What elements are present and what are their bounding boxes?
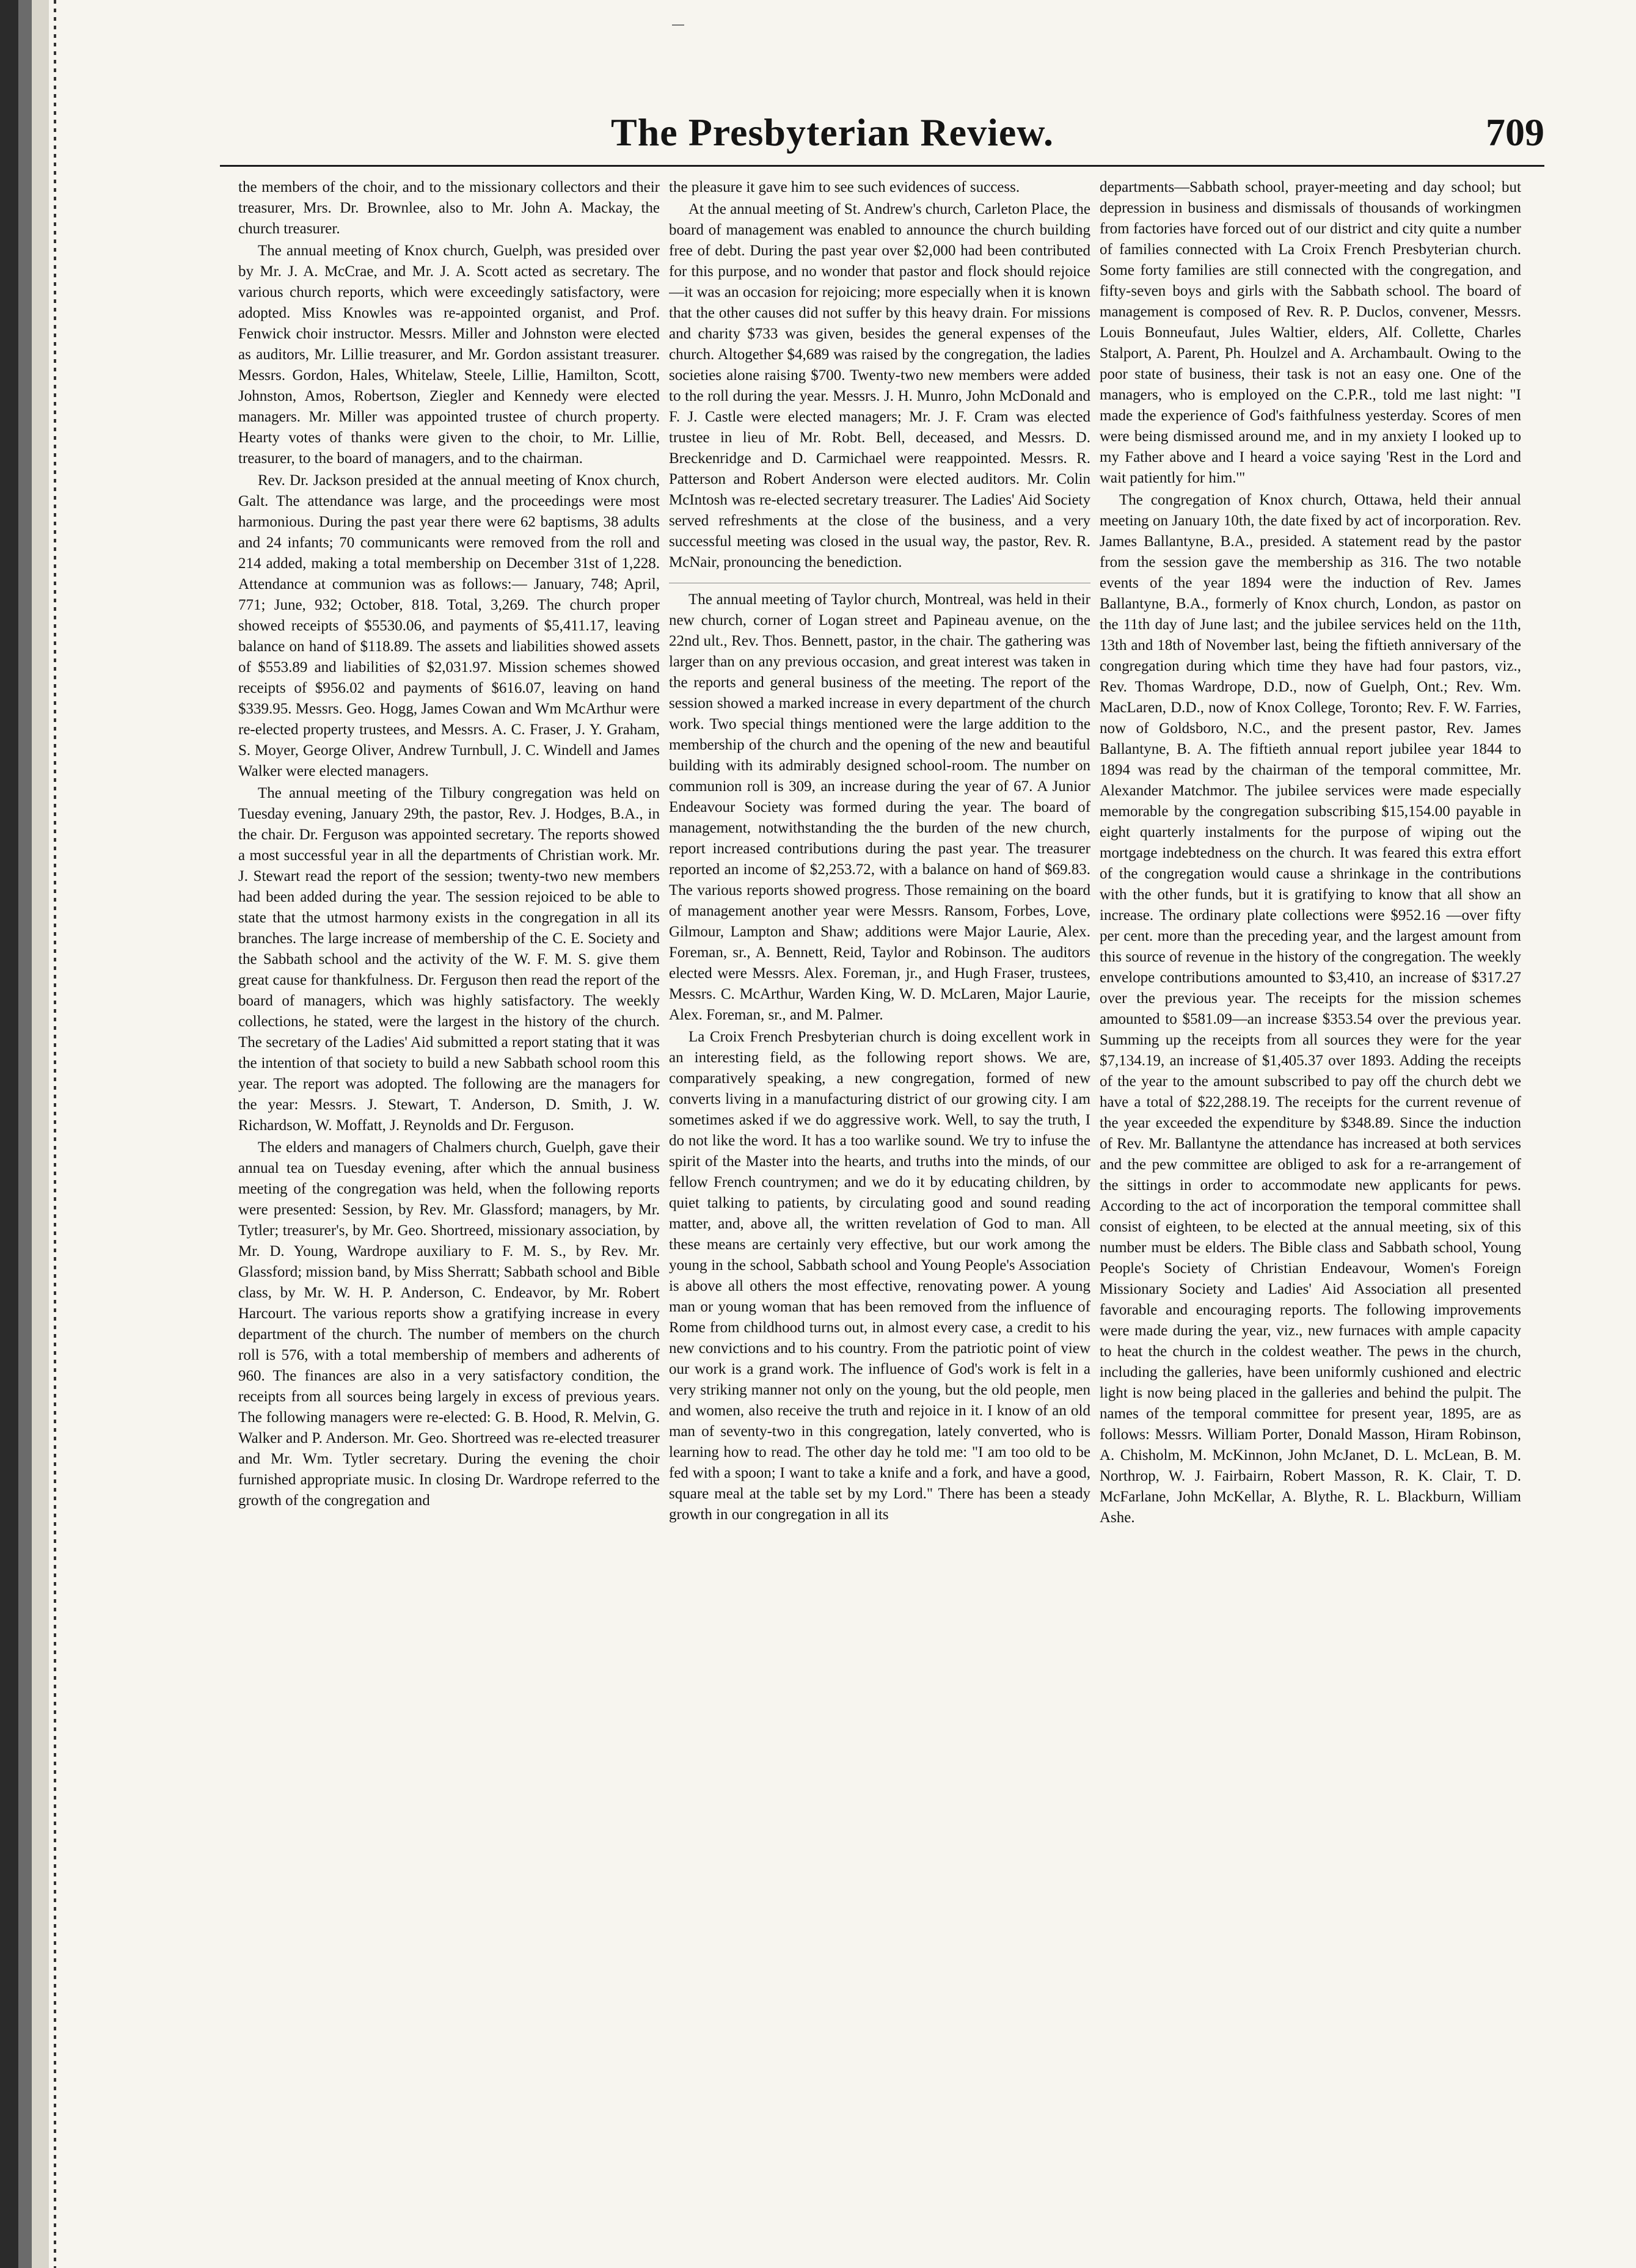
paragraph: the pleasure it gave him to see such evidences of success.	[669, 179, 1020, 195]
paragraph: The elders and managers of Chalmers church, Guelph, gave their annual tea on Tuesday evening, after which the annual business meeting of the congregation was held, when the following reports were presented: Session, by Rev. Mr. Glassford; managers, by Mr. Tytler; treasurer's, by Mr. Geo. Shortreed, missionary association, by Mr. D. Young, Wardrope auxiliary to F. M. S., by Rev. Mr. Glassford; mission band, by Miss Sherratt; Sabbath school and Bible class, by Mr. W. H. P. Anderson, C. Endeavor, by Mr. Robert Harcourt. The various reports show a gratifying increase in every department of the church. The number of members on the church roll is 576, with a total membership of members and adherents of 960. The finances are also in a very satisfactory condition, the receipts from all sources being largely in excess of previous years. The following managers were re-elected: G. B. Hood, R. Melvin, G. Walker and P. Anderson. Mr. Geo. Shortreed was re-elected treasurer and Mr. Wm. Tytler secretary. During the evening the choir furnished appropriate music. In closing Dr. Wardrope referred to the growth of the congregation and	[238, 1139, 660, 1509]
paragraph: The annual meeting of Knox church, Guelph, was presided over by Mr. J. A. McCrae, and Mr. J. A. Scott acted as secretary. The various church reports, which were exceedingly satisfactory, were adopted. Miss Knowles was re-appointed organist, and Prof. Fenwick choir instructor. Messrs. Miller and Johnston were elected as auditors, Mr. Lillie treasurer, and Mr. Gordon assistant treasurer. Messrs. Gordon, Hales, Whitelaw, Steele, Lillie, Hamilton, Scott, Johnston, Amos, Robertson, Ziegler and Kennedy were elected managers. Mr. Miller was appointed trustee of church property. Hearty votes of thanks were given to the choir, to Mr. Lillie, treasurer, to the board of managers, and to the chairman.	[238, 242, 660, 467]
section-divider	[669, 578, 1090, 583]
book-binding-edge	[0, 0, 73, 2268]
paragraph: Rev. Dr. Jackson presided at the annual meeting of Knox church, Galt. The attendance was large, and the proceedings were most harmonious. During the past year there were 62 baptisms, 38 adults and 24 infants; 70 communicants were removed from the roll and 214 added, making a total membership on December 31st of 1,228. Attendance at communion was as follows:— January, 748; April, 771; June, 932; October, 818. Total, 3,269. The church proper showed receipts of $5530.06, and payments of $5,411.17, leaving balance on hand of $118.89. The assets and liabilities showed assets of $553.89 and liabilities of $2,031.97. Mission schemes showed receipts of $956.02 and payments of $616.07, leaving on hand $339.95. Messrs. Geo. Hogg, James Cowan and Wm McArthur were re-elected property trustees, and Messrs. A. C. Fraser, J. Y. Graham, S. Moyer, George Oliver, Andrew Turnbull, J. C. Windell and James Walker were elected managers.	[238, 472, 660, 779]
column-2	[669, 177, 1090, 2242]
page-number: 709	[1486, 111, 1544, 154]
paragraph: The annual meeting of the Tilbury congregation was held on Tuesday evening, January 29th, the pastor, Rev. J. Hodges, B.A., in the chair. Dr. Ferguson was appointed secretary. The reports showed a most successful year in all the departments of Christian work. Mr. J. Stewart read the report of the session; twenty-two new members had been added during the year. The session rejoiced to be able to state that the utmost harmony exists in the congregation in all its branches. The large increase of membership of the C. E. Society and the Sabbath school and the activity of the W. F. M. S. give them great cause for thankfulness. Dr. Ferguson then read the report of the board of managers, which was highly satisfactory. The weekly collections, he stated, were the largest in the history of the church. The secretary of the Ladies' Aid submitted a report stating that it was the intention of that society to build a new Sabbath school room this year. The report was adopted. The following are the managers for the year: Messrs. J. Stewart, T. Anderson, D. Smith, J. W. Richardson, W. Moffatt, J. Reynolds and Dr. Ferguson.	[238, 785, 660, 1134]
print-mark	[672, 24, 684, 32]
column-3	[1100, 177, 1521, 2242]
paragraph: The congregation of Knox church, Ottawa, held their annual meeting on January 10th, the date fixed by act of incorporation. Rev. James Ballantyne, B.A., presided. A statement read by the pastor from the session gave the membership as 316. The two notable events of the year 1894 were the induction of Rev. James Ballantyne, B.A., formerly of Knox church, London, as pastor on the 11th day of June last; and the jubilee services held on the 11th, 13th and 18th of November last, being the fiftieth anniversary of the congregation during which time they have had four pastors, viz., Rev. Thomas Wardrope, D.D., now of Guelph, Ont.; Rev. Wm. MacLaren, D.D., now of Knox College, Toronto; Rev. F. W. Farries, now of Goldsboro, N.C., and the present pastor, Rev. James Ballantyne, B. A. The fiftieth annual report jubilee year 1844 to 1894 was read by the chairman of the temporal committee, Mr. Alexander Matchmor. The jubilee services were made especially memorable by the congregation subscribing $15,154.00 payable in eight quarterly instalments for the purpose of wiping out the mortgage indebtedness on the church. It was feared this extra effort of the congregation would cause a shrinkage in the contributions with the other funds, but it is gratifying to know that all show an increase. The ordinary plate collections were $952.16 —over fifty per cent. more than the preceding year, and the largest amount from this source of revenue in the history of the congregation. The weekly envelope contributions amounted to $3,410, an increase of $317.27 over the previous year. The receipts for the mission schemes amounted to $581.09—an increase $353.54 over the previous year. Summing up the receipts from all sources they were for the year $7,134.19, an increase of $1,405.37 over 1893. Adding the receipts of the year to the amount subscribed to pay off the church debt we have a total of $22,288.19. The receipts for the current revenue of the year exceeded the expenditure by $348.89. Since the induction of Rev. Mr. Ballantyne the attendance has increased at both services and the pew committee are obliged to ask for a re-arrangement of the sittings in order to accommodate new applicants for pews. According to the act of incorporation the temporal committee shall consist of eighteen, to be elected at the annual meeting, six of this number must be elders. The Bible class and Sabbath school, Young People's Society of Christian Endeavour, Women's Foreign Missionary Society and Ladies' Aid Association all presented favorable and encouraging reports. The following improvements were made during the year, viz., new furnaces with ample capacity to heat the church in the coldest weather. The pews in the church, including the galleries, have been uniformly cushioned and electric light is now being placed in the galleries and behind the pulpit. The names of the temporal committee for present year, 1895, are as follows: Messrs. William Porter, Donald Masson, Hiram Robinson, A. Chisholm, M. McKinnon, John McJanet, D. L. McLean, B. M. Northrop, W. J. Fairbairn, Robert Masson, R. K. Clair, T. D. McFarlane, John McKellar, A. Blythe, R. L. Blackburn, William Ashe.	[1100, 492, 1521, 1526]
paragraph: The annual meeting of Taylor church, Montreal, was held in their new church, corner of Logan street and Papineau avenue, on the 22nd ult., Rev. Thos. Bennett, pastor, in the chair. The gathering was larger than on any previous occasion, and great interest was taken in the reports and general business of the meeting. The report of the session showed a marked increase in every department of the church work. Two special things mentioned were the large addition to the membership of the church and the opening of the new and beautiful building with its admirably designed school-room. The number on communion roll is 309, an increase during the year of 67. A Junior Endeavour Society was formed during the year. The board of management, notwithstanding the the burden of the new church, report increased contributions during the past year. The treasurer reported an income of $2,253.72, with a balance on hand of $69.83. The various reports showed progress. Those remaining on the board of management another year were Messrs. Ransom, Forbes, Love, Gilmour, Lampton and Shaw; additions were Major Laurie, Alex. Foreman, sr., A. Bennett, Reid, Taylor and Robinson. The auditors elected were Messrs. Alex. Foreman, jr., and Hugh Fraser, trustees, Messrs. C. McArthur, Warden King, W. D. McLaren, Major Laurie, Alex. Foreman, sr., and M. Palmer.	[669, 591, 1090, 1023]
column-1	[238, 177, 660, 2242]
page-header	[220, 110, 1544, 167]
paragraph: the members of the choir, and to the missionary collectors and their treasurer, Mrs. Dr. Brownlee, also to Mr. John A. Mackay, the church treasurer.	[238, 179, 660, 237]
paragraph: departments—Sabbath school, prayer-meeting and day school; but depression in business and dismissals of thousands of workingmen from factories have forced out of our district and city quite a number of families connected with La Croix French Presbyterian church. Some forty families are still connected with the congregation, and fifty-seven boys and girls with the Sabbath school. The board of management is composed of Rev. R. P. Duclos, convener, Messrs. Louis Bonneufaut, Jules Waltier, elders, Alf. Collette, Charles Stalport, A. Parent, Ph. Houlzel and A. Archambault. Owing to the poor state of business, their task is not an easy one. One of the managers, who is employed on the C.P.R., told me last night: "I made the experience of God's faithfulness yesterday. Scores of men were being dismissed around me, and in my anxiety I looked up to my Father above and I heard a voice saying 'Rest in the Lord and wait patiently for him.'"	[1100, 179, 1521, 486]
paragraph: At the annual meeting of St. Andrew's church, Carleton Place, the board of management was enabled to announce the church building free of debt. During the past year over $2,000 had been contributed for this purpose, and no wonder that pastor and flock should rejoice—it was an occasion for rejoicing; more especially when it is known that the other causes did not suffer by this heavy drain. For missions and charity $733 was given, besides the general expenses of the church. Altogether $4,689 was raised by the congregation, the ladies societies alone raising $700. Twenty-two new members were added to the roll during the year. Messrs. J. H. Munro, John McDonald and F. J. Castle were elected managers; Mr. J. F. Cram was elected trustee in lieu of Mr. Robt. Bell, deceased, and Messrs. D. Breckenridge and D. Carmichael were reappointed. Messrs. R. Patterson and Robert Anderson were elected auditors. Mr. Colin McIntosh was re-elected secretary treasurer. The Ladies' Aid Society served refreshments at the close of the business, and a very successful meeting was closed in the usual way, the pastor, Rev. R. McNair, pronouncing the benediction.	[669, 201, 1090, 571]
paragraph: La Croix French Presbyterian church is doing excellent work in an interesting field, as the following report shows. We are, comparatively speaking, a new congregation, formed of new converts living in a manufacturing district of our growing city. I am sometimes asked if we do aggressive work. Well, to say the truth, I do not like the word. It has a too warlike sound. We try to infuse the spirit of the Master into the hearts, and truths into the minds, of our fellow French countrymen; and we do it by educating children, by quiet talking to patients, by circulating good and sound reading matter, and, above all, the written revelation of God to man. All these means are certainly very effective, but our work among the young in the school, Sabbath school and Young People's Association is above all others the most effective, renovating power. A young man or young woman that has been removed from the influence of Rome from childhood turns out, in almost every case, a credit to his new convictions and to his country. From the patriotic point of view our work is a grand work. The influence of God's work is felt in a very striking manner not only on the young, but the old people, men and women, also receive the truth and rejoice in it. I know of an old man of seventy-two in this congregation, lately converted, who is learning how to read. The other day he told me: "I am too old to be fed with a spoon; I want to take a knife and a fork, and have a good, square meal at the table set by my Lord." There has been a steady growth in our congregation in all its	[669, 1029, 1090, 1523]
running-head: The Presbyterian Review.	[611, 111, 1054, 154]
